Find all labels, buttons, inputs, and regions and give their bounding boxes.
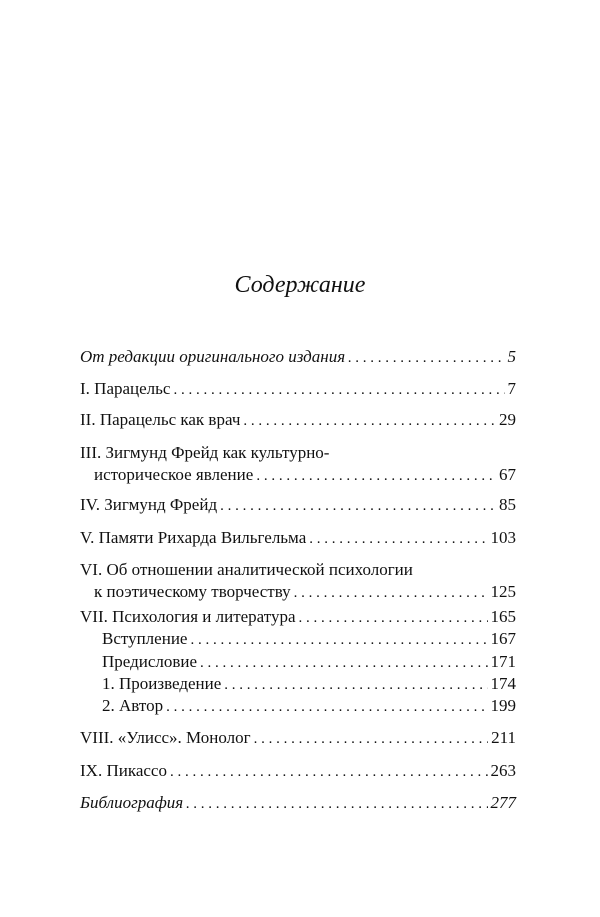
toc-entry-psychology-literature[interactable]: [80, 606, 516, 629]
toc-entry-label: V. Памяти Рихарда Вильгельма: [80, 528, 307, 547]
toc-entry-label: VII. Психология и литература: [80, 607, 296, 626]
toc-entry-label: II. Парацельс как врач: [80, 410, 241, 429]
toc-page-number: 167: [490, 629, 516, 648]
toc-entry-label: От редакции оригинального издания: [80, 347, 346, 366]
toc-entry-paracelsus-physician[interactable]: [80, 409, 516, 432]
toc-page-number: 103: [490, 528, 516, 547]
toc-entry-label: 2. Автор: [102, 696, 164, 715]
dot-leader: [243, 410, 496, 432]
dot-leader: [256, 465, 496, 487]
dot-leader: [254, 728, 489, 750]
toc-subentry-author[interactable]: [80, 695, 516, 718]
dot-leader: [170, 761, 488, 783]
toc-entry-label: 1. Произведение: [102, 674, 222, 693]
toc-page-number: 125: [490, 582, 516, 601]
toc-entry-label: IX. Пикассо: [80, 761, 167, 780]
toc-subentry-work[interactable]: [80, 673, 516, 696]
toc-page-number: 5: [507, 347, 516, 366]
dot-leader: [294, 582, 488, 604]
toc-page-number: 174: [490, 674, 516, 693]
dot-leader: [190, 629, 487, 651]
toc-entry-bibliography[interactable]: [80, 792, 516, 815]
toc-entry-editorial[interactable]: [80, 346, 516, 369]
dot-leader: [348, 347, 504, 369]
toc-entry-label: I. Парацельс: [80, 379, 171, 398]
toc-entry-paracelsus[interactable]: [80, 378, 516, 401]
toc-entry-label: Библиография: [80, 793, 184, 812]
toc-entry-label: историческое явление: [94, 465, 254, 484]
toc-page-number: 85: [499, 495, 516, 514]
page-title: Содержание: [234, 272, 366, 298]
toc-subentry-preface[interactable]: [80, 651, 516, 674]
toc-page-number: 165: [490, 607, 516, 626]
dot-leader: [173, 379, 504, 401]
toc-entry-ulysses[interactable]: [80, 727, 516, 750]
toc-subentry-introduction[interactable]: [80, 628, 516, 651]
dot-leader: [299, 607, 488, 629]
toc-entry-picasso[interactable]: [80, 760, 516, 783]
toc-page-number: 211: [491, 728, 516, 747]
toc-entry-label: к поэтическому творчеству: [94, 582, 291, 601]
toc-entry-wilhelm[interactable]: [80, 527, 516, 550]
toc-page-number: 171: [490, 652, 516, 671]
toc-page-number: 277: [490, 793, 516, 812]
dot-leader: [309, 528, 487, 550]
dot-leader: [220, 495, 496, 517]
toc-entry-label: Предисловие: [102, 652, 198, 671]
toc-entry-freud[interactable]: [80, 494, 516, 517]
toc-entry-label: VIII. «Улисс». Монолог: [80, 728, 251, 747]
toc-page-number: 67: [499, 465, 516, 484]
toc-page-number: 29: [499, 410, 516, 429]
toc-entry-analytical-psychology[interactable]: [80, 559, 516, 604]
dot-leader: [224, 674, 487, 696]
dot-leader: [186, 793, 487, 815]
toc-page-number: 263: [490, 761, 516, 780]
toc-entry-freud-cultural[interactable]: [80, 442, 516, 487]
toc-entry-label: IV. Зигмунд Фрейд: [80, 495, 218, 514]
dot-leader: [200, 652, 487, 674]
toc-page-number: 7: [507, 379, 516, 398]
toc-entry-label: Вступление: [102, 629, 188, 648]
toc-page-number: 199: [490, 696, 516, 715]
toc-entry-label-first-line: VI. Об отношении аналитической психологии: [80, 560, 413, 579]
toc-entry-label-first-line: III. Зигмунд Фрейд как культурно-: [80, 443, 330, 462]
dot-leader: [166, 696, 487, 718]
